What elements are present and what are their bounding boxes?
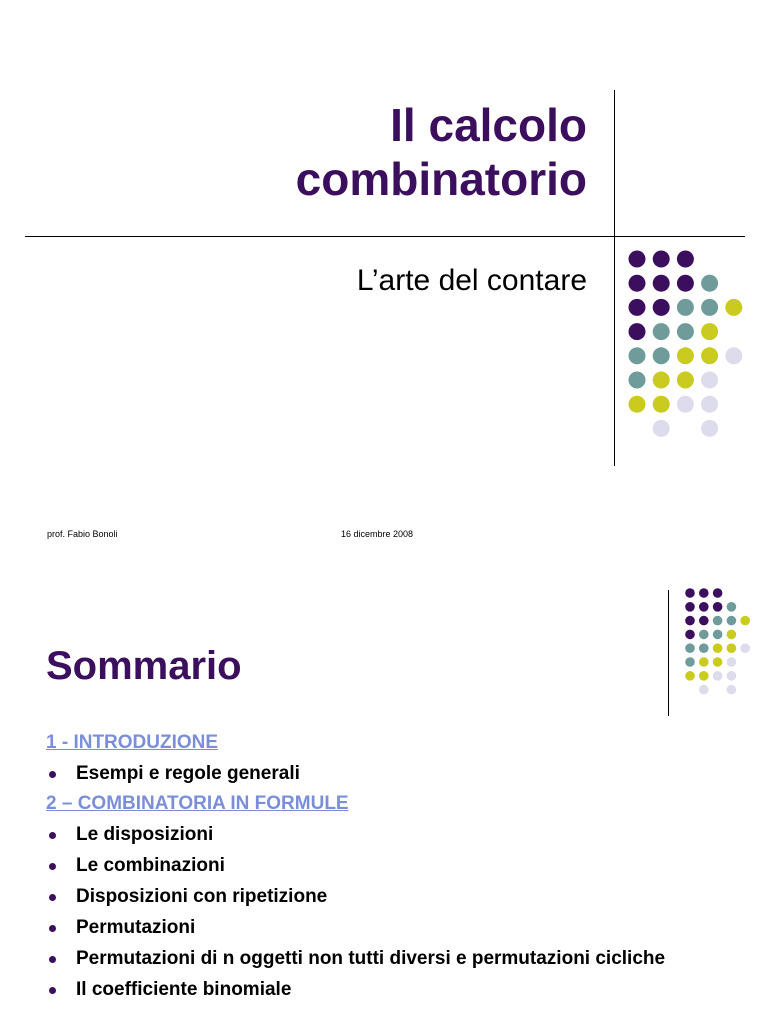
dot-lavender (725, 347, 742, 364)
dot-lavender (727, 657, 737, 667)
dot-lavender (713, 671, 723, 681)
dot-lavender (701, 372, 718, 389)
dot-yellow (629, 396, 646, 413)
dot-purple (653, 299, 670, 316)
dot-teal (685, 657, 695, 667)
dot-purple (713, 602, 723, 612)
toc-list-item (46, 912, 726, 943)
summary-slide (0, 560, 768, 1024)
dot-purple (699, 588, 709, 598)
dot-yellow (677, 372, 694, 389)
dot-purple (699, 602, 709, 612)
dot-yellow (701, 323, 718, 340)
toc-item-label: Permutazioni di n oggetti non tutti diversi e permutazioni cicliche (76, 948, 666, 969)
dot-teal (629, 372, 646, 389)
slide-subtitle: L’arte del contare (356, 264, 587, 297)
dot-teal (677, 323, 694, 340)
dot-lavender (653, 420, 670, 437)
dot-lavender (701, 420, 718, 437)
dot-lavender (740, 643, 750, 653)
toc-list-item (46, 881, 726, 912)
table-of-contents (46, 728, 726, 1005)
dot-teal (727, 602, 737, 612)
toc-item-label: Le disposizioni (76, 824, 214, 845)
dot-purple (685, 616, 695, 626)
toc-list-item (46, 974, 726, 1005)
bullet-icon (49, 894, 56, 901)
toc-item-label: Le combinazioni (76, 855, 225, 876)
dot-yellow (725, 299, 742, 316)
bullet-icon (49, 832, 56, 839)
dot-yellow (740, 616, 750, 626)
toc-item-label: Il coefficiente binomiale (76, 979, 292, 1000)
dot-yellow (727, 643, 737, 653)
dot-lavender (677, 396, 694, 413)
dot-yellow (701, 347, 718, 364)
dot-yellow (677, 347, 694, 364)
dot-lavender (727, 671, 737, 681)
dot-yellow (713, 643, 723, 653)
title-line-1: Il calcolo (390, 99, 587, 151)
dot-purple (629, 299, 646, 316)
bullet-icon (49, 956, 56, 963)
toc-item-label: Esempi e regole generali (76, 763, 300, 784)
dot-purple (713, 588, 723, 598)
dot-teal (699, 630, 709, 640)
dot-yellow (699, 671, 709, 681)
dot-purple (677, 251, 694, 268)
toc-item-label: Permutazioni (76, 917, 196, 938)
dot-lavender (727, 685, 737, 695)
dot-yellow (699, 657, 709, 667)
vertical-divider-small (668, 590, 669, 716)
dot-yellow (713, 657, 723, 667)
toc-item-label: Disposizioni con ripetizione (76, 886, 328, 907)
dot-yellow (685, 671, 695, 681)
dot-lavender (699, 685, 709, 695)
dot-purple (653, 275, 670, 292)
dot-teal (701, 275, 718, 292)
dot-purple (653, 251, 670, 268)
footer-date: 16 dicembre 2008 (341, 529, 414, 539)
dot-teal (727, 616, 737, 626)
summary-heading: Sommario (46, 644, 242, 688)
dot-purple (629, 251, 646, 268)
dot-teal (653, 323, 670, 340)
dot-purple (685, 588, 695, 598)
title-line-2: combinatorio (295, 153, 587, 205)
dot-lavender (701, 396, 718, 413)
dot-teal (685, 643, 695, 653)
dot-teal (629, 347, 646, 364)
toc-list-item (46, 819, 726, 850)
dot-teal (699, 643, 709, 653)
dot-yellow (653, 372, 670, 389)
dot-purple (629, 275, 646, 292)
dot-purple (677, 275, 694, 292)
dot-teal (701, 299, 718, 316)
dot-purple (685, 602, 695, 612)
dot-purple (699, 616, 709, 626)
toc-list-item (46, 758, 726, 789)
dot-yellow (727, 630, 737, 640)
dot-teal (713, 630, 723, 640)
dot-teal (653, 347, 670, 364)
toc-list-item (46, 850, 726, 881)
dot-teal (713, 616, 723, 626)
bullet-icon (49, 925, 56, 932)
toc-section-link[interactable]: 1 - INTRODUZIONE (46, 732, 219, 753)
toc-list-item (46, 943, 726, 974)
bullet-icon (49, 863, 56, 870)
bullet-icon (49, 771, 56, 778)
bullet-icon (49, 987, 56, 994)
dot-purple (685, 630, 695, 640)
dot-teal (677, 299, 694, 316)
dot-yellow (653, 396, 670, 413)
dot-purple (629, 323, 646, 340)
footer-author: prof. Fabio Bonoli (47, 529, 118, 539)
toc-section-link[interactable]: 2 – COMBINATORIA IN FORMULE (46, 793, 349, 814)
